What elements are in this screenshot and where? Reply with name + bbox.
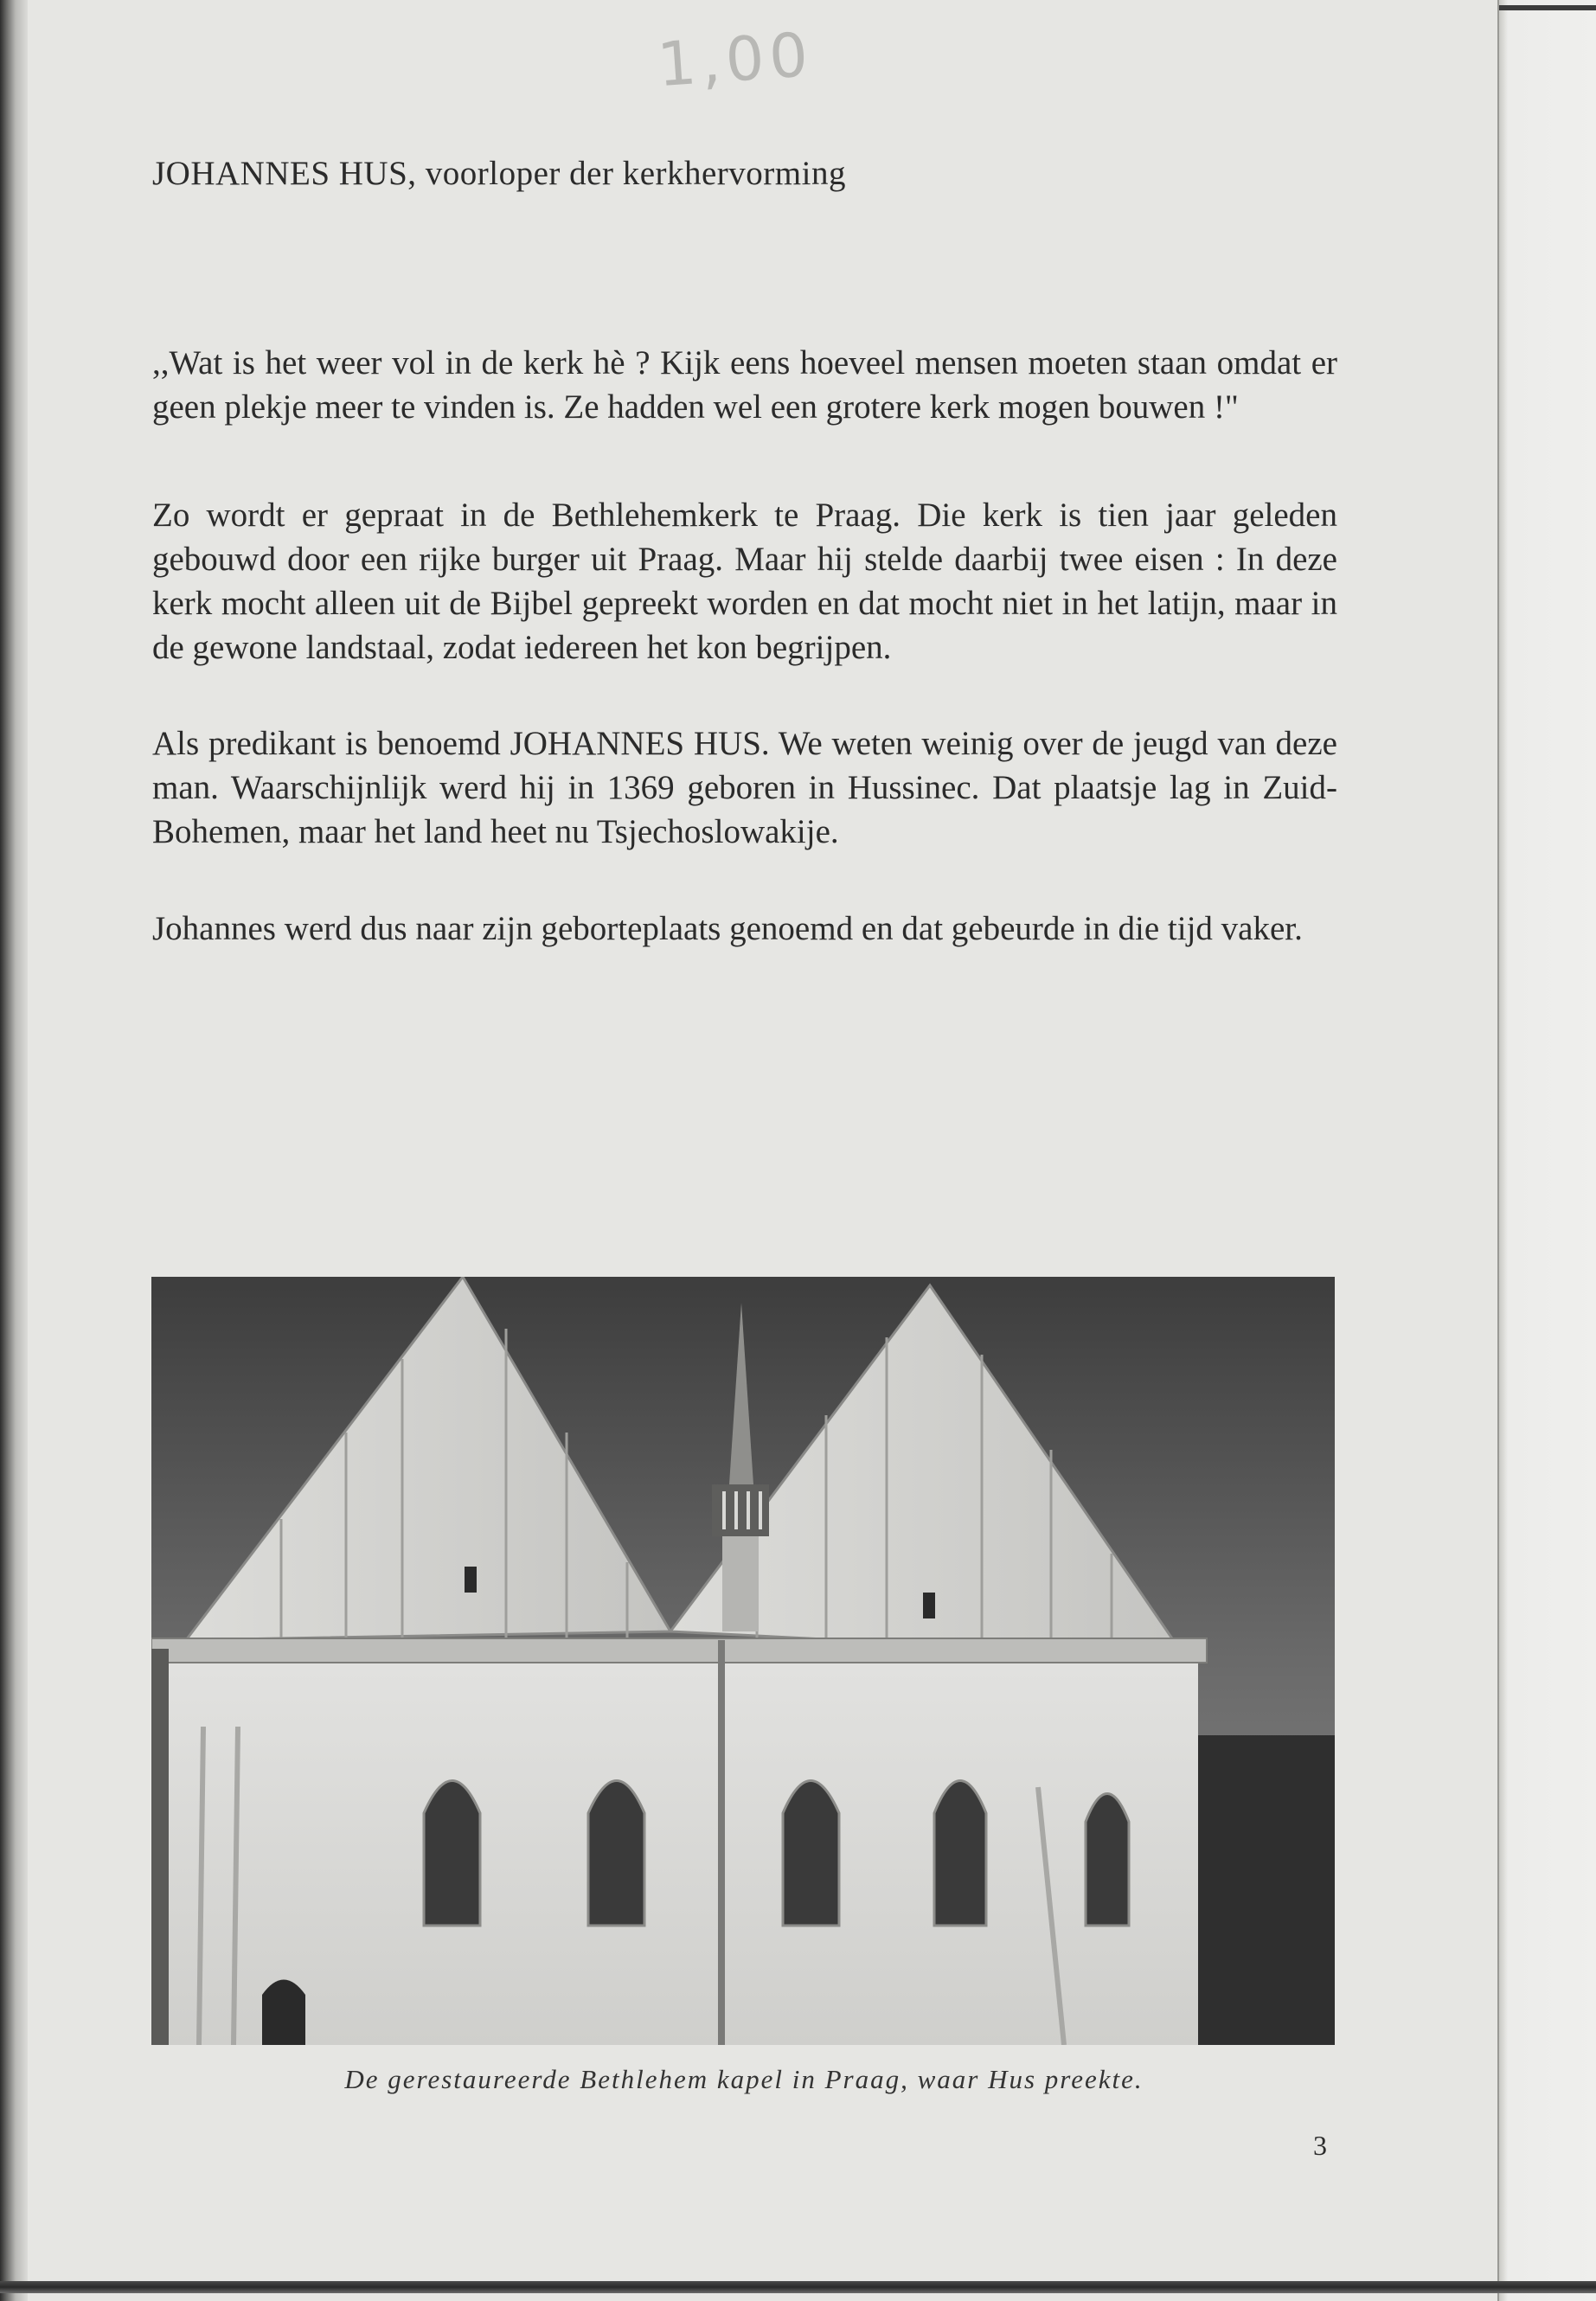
chapel-illustration [151, 1277, 1335, 2045]
spire-base [722, 1536, 759, 1631]
pencil-price-note: 1,00 [655, 18, 816, 101]
door [262, 1980, 305, 2046]
cornice [151, 1638, 1207, 1663]
paragraph-3: Als predikant is benoemd JOHANNES HUS. We weten weinig over de jeugd van deze man. Waarschijnlijk werd hij in 1369 geboren in Hussinec. Dat plaatsje lag in Zuid-Bohemen, maar het land heet nu Tsjechoslowakije. [152, 725, 1337, 850]
page-title: JOHANNES HUS, voorloper der kerkhervorming [152, 155, 846, 192]
page-number: 3 [1313, 2130, 1327, 2161]
neighbor-building [1181, 1735, 1335, 2045]
photo-caption: De gerestaureerde Bethlehem kapel in Praag, waar Hus preekte. [344, 2064, 1144, 2094]
drainpipe [718, 1640, 725, 2045]
paragraph-4: Johannes werd dus naar zijn geborteplaats genoemd en dat gebeurde in die tijd vaker. [152, 910, 1303, 947]
chapel-photo [151, 1277, 1335, 2045]
paragraph-1: ,,Wat is het weer vol in de kerk hè ? Kijk eens hoeveel mensen moeten staan omdat er geen plekje meer te vinden is. Ze hadden wel een grotere kerk mogen bouwen !" [152, 344, 1337, 426]
right-gable-window [923, 1593, 935, 1618]
paragraph-2: Zo wordt er gepraat in de Bethlehemkerk te Praag. Die kerk is tien jaar geleden gebouwd door een rijke burger uit Praag. Maar hij stelde daarbij twee eisen : In deze kerk mocht alleen uit de Bijbel gepreekt worden en dat mocht niet in het latijn, maar in de gewone landstaal, zodat iedereen het kon begrijpen. [152, 497, 1337, 666]
page-flap [1497, 0, 1596, 2301]
binding-edge [0, 0, 28, 2301]
bottom-edge-rule [0, 2281, 1596, 2293]
left-gable-window [465, 1567, 477, 1593]
flap-top-rule [1499, 5, 1596, 10]
